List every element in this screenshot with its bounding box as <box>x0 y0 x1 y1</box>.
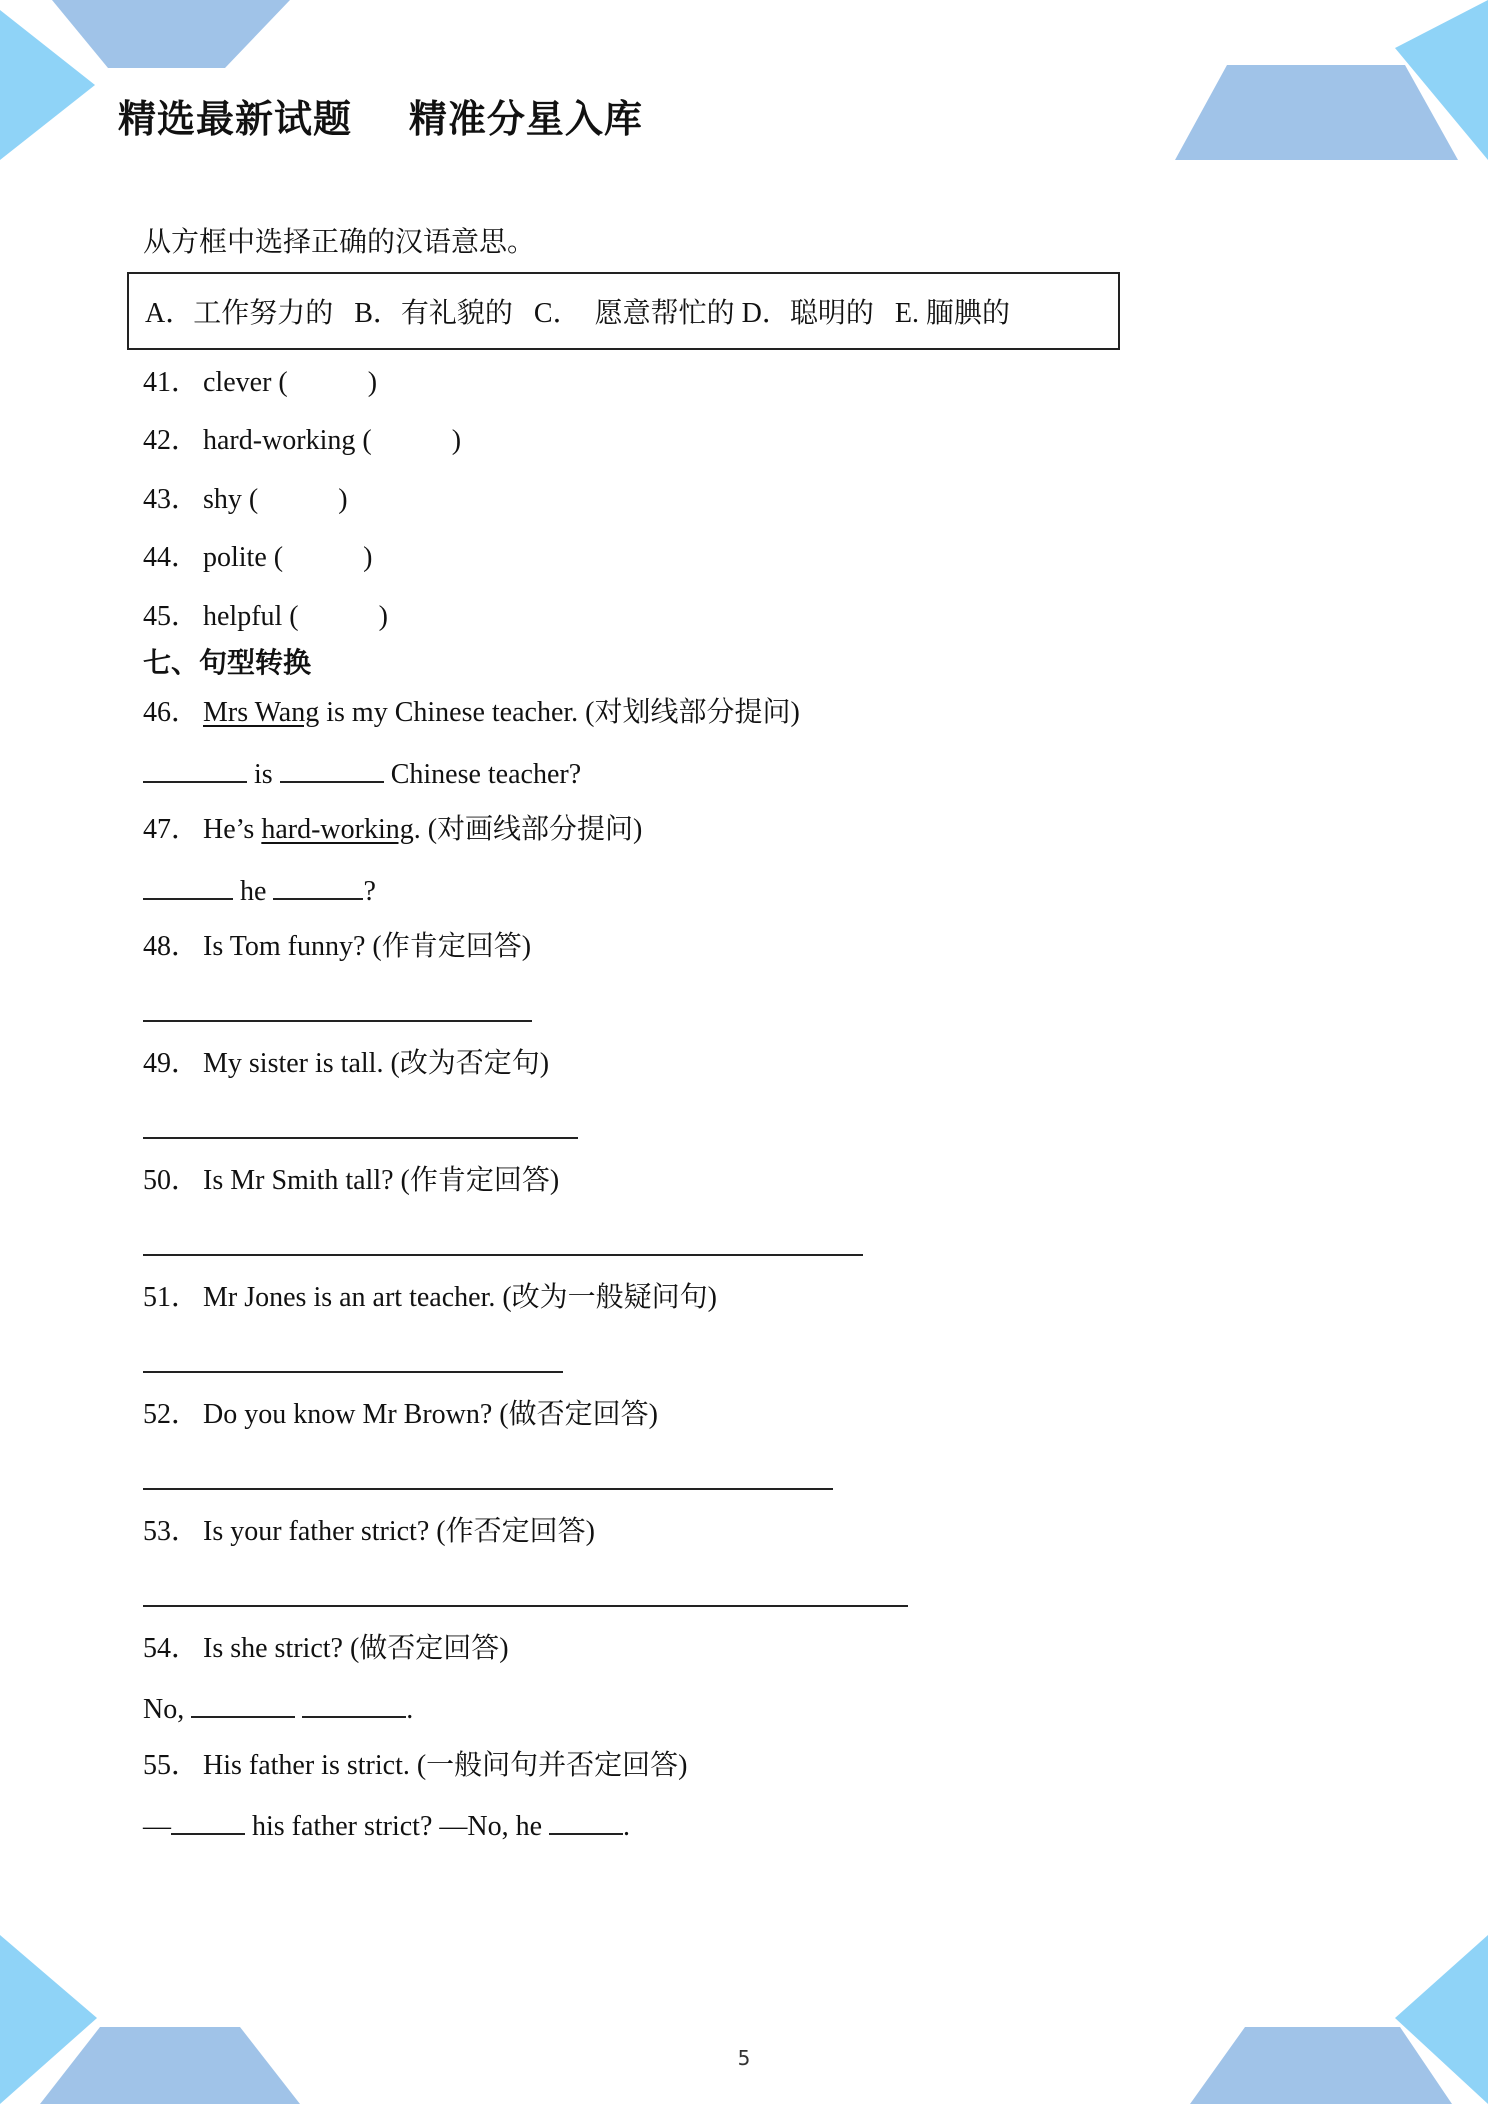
answer-blank[interactable] <box>171 1807 245 1835</box>
question-number: 50． <box>143 1165 200 1196</box>
answer-blank[interactable] <box>549 1807 623 1835</box>
question-number: 48． <box>143 931 200 962</box>
question-52: 52． Do you know Mr Brown? (做否定回答) <box>143 1399 658 1430</box>
answer-line-50[interactable] <box>143 1254 863 1256</box>
vocab-word: hard-working ( <box>203 425 372 456</box>
underlined-phrase: hard-working <box>261 814 414 845</box>
answer-blank[interactable] <box>191 1690 295 1718</box>
choice-d: D．聪明的 <box>741 298 874 329</box>
vocab-item-45: 45． helpful ( ) <box>143 601 388 632</box>
question-53: 53． Is your father strict? (作否定回答) <box>143 1516 595 1547</box>
answer-55: — his father strict? —No, he . <box>143 1807 630 1844</box>
choice-e: E. 腼腆的 <box>894 298 1010 329</box>
question-47: 47． He’s hard-working. (对画线部分提问) <box>143 814 643 845</box>
choice-b: B．有礼貌的 <box>354 298 513 329</box>
answer-line-53[interactable] <box>143 1605 908 1607</box>
top-left-trapezoid <box>52 0 290 68</box>
choice-box <box>127 272 1120 350</box>
question-number: 43． <box>143 484 200 515</box>
question-50: 50． Is Mr Smith tall? (作肯定回答) <box>143 1165 560 1196</box>
vocab-item-41: 41． clever ( ) <box>143 367 378 398</box>
answer-blank[interactable] <box>143 755 247 783</box>
question-number: 55． <box>143 1750 200 1781</box>
answer-blank[interactable] <box>143 872 233 900</box>
question-number: 45． <box>143 601 200 632</box>
answer-line-48[interactable] <box>143 1020 532 1022</box>
answer-54: No, . <box>143 1690 413 1727</box>
question-54: 54． Is she strict? (做否定回答) <box>143 1633 509 1664</box>
choice-a: A．工作努力的 <box>145 298 334 329</box>
question-number: 51． <box>143 1282 200 1313</box>
question-number: 53． <box>143 1516 200 1547</box>
page-number: 5 <box>737 2046 751 2070</box>
underlined-phrase: Mrs Wang <box>203 697 320 728</box>
question-48: 48． Is Tom funny? (作肯定回答) <box>143 931 532 962</box>
vocab-word: shy ( <box>203 484 259 515</box>
vocab-word: clever ( <box>203 367 288 398</box>
question-number: 42． <box>143 425 200 456</box>
question-55: 55． His father is strict. (一般问句并否定回答) <box>143 1750 688 1781</box>
answer-blank[interactable] <box>302 1690 406 1718</box>
answer-blank[interactable] <box>280 755 384 783</box>
question-number: 44． <box>143 542 200 573</box>
answer-line-49[interactable] <box>143 1137 578 1139</box>
answer-line-52[interactable] <box>143 1488 833 1490</box>
question-number: 49． <box>143 1048 200 1079</box>
vocab-item-43: 43． shy ( ) <box>143 484 348 515</box>
question-46: 46． Mrs Wang is my Chinese teacher. (对划线部分提问) <box>143 697 800 728</box>
question-number: 52． <box>143 1399 200 1430</box>
instruction-text: 从方框中选择正确的汉语意思。 <box>143 227 536 258</box>
answer-blank[interactable] <box>273 872 363 900</box>
question-number: 46． <box>143 697 200 728</box>
vocab-item-44: 44． polite ( ) <box>143 542 373 573</box>
question-number: 41． <box>143 367 200 398</box>
vocab-word: helpful ( <box>203 601 299 632</box>
top-right-trapezoid <box>1175 65 1458 160</box>
question-number: 54． <box>143 1633 200 1664</box>
answer-47: he ? <box>143 872 376 909</box>
choice-c: C． 愿意帮忙的 <box>533 298 735 329</box>
question-number: 47． <box>143 814 200 845</box>
answer-line-51[interactable] <box>143 1371 563 1373</box>
question-49: 49． My sister is tall. (改为否定句) <box>143 1048 550 1079</box>
vocab-word: polite ( <box>203 542 284 573</box>
answer-46: is Chinese teacher? <box>143 755 581 792</box>
page-header-title: 精选最新试题 精准分星入库 <box>118 97 643 141</box>
vocab-item-42: 42． hard-working ( ) <box>143 425 462 456</box>
section-heading: 七、句型转换 <box>143 648 312 679</box>
question-51: 51． Mr Jones is an art teacher. (改为一般疑问句) <box>143 1282 717 1313</box>
